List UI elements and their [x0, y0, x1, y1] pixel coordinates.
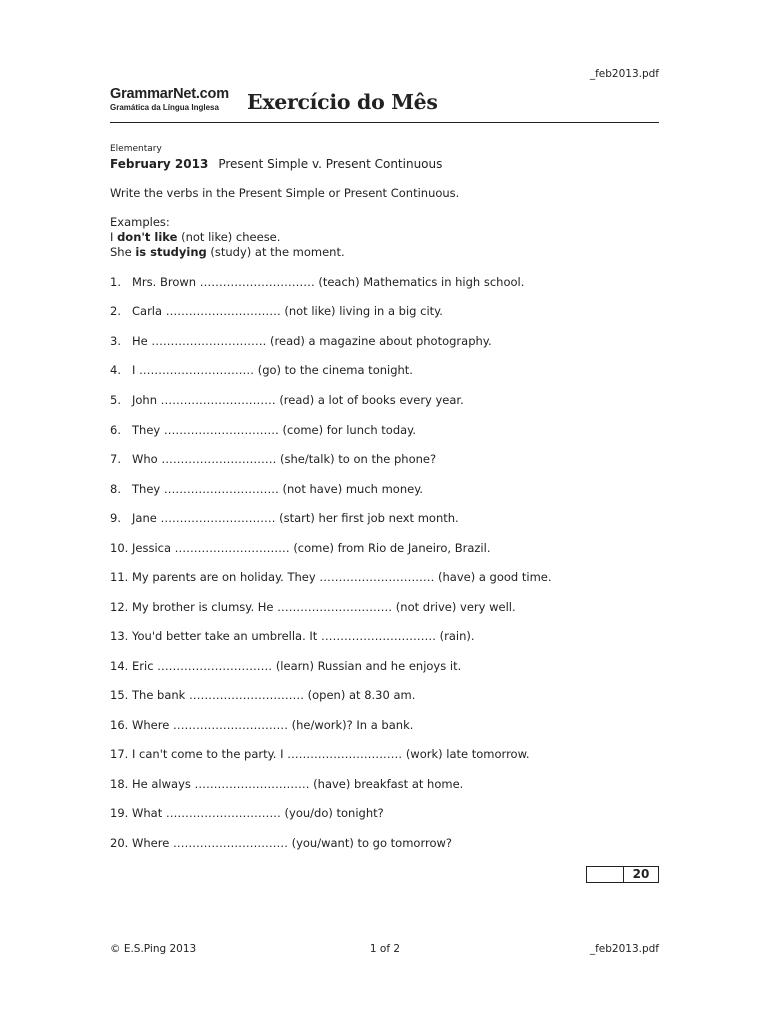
question-item: [110, 541, 490, 556]
question-text: My parents are on holiday. They ………………………… (have) a good time.: [132, 570, 552, 584]
score-box: [586, 866, 659, 883]
question-number: 20.: [110, 836, 129, 850]
question-number: 9.: [110, 511, 121, 525]
brand-subtitle: Gramática da Língua Inglesa: [110, 103, 219, 112]
question-item: [110, 393, 464, 408]
question-item: [110, 747, 530, 762]
date-topic-line: [110, 156, 442, 172]
question-text: Mrs. Brown ………………………… (teach) Mathematics in high school.: [132, 275, 525, 289]
question-number: 16.: [110, 718, 129, 732]
question-item: [110, 334, 492, 349]
question-item: [110, 718, 413, 733]
question-number: 10.: [110, 541, 129, 555]
question-item: [110, 482, 423, 497]
question-text: Eric ………………………… (learn) Russian and he enjoys it.: [132, 659, 462, 673]
question-item: [110, 275, 524, 290]
question-text: I can't come to the party. I ………………………… (work) late tomorrow.: [132, 747, 530, 761]
score-total: 20: [632, 867, 650, 881]
question-number: 11.: [110, 570, 129, 584]
title-divider: [110, 122, 659, 123]
question-text: Jane ………………………… (start) her first job next month.: [132, 511, 459, 525]
question-text: Where ………………………… (he/work)? In a bank.: [132, 718, 414, 732]
question-text: Carla ………………………… (not like) living in a big city.: [132, 304, 443, 318]
question-item: [110, 363, 413, 378]
question-item: [110, 806, 384, 821]
question-text: I ………………………… (go) to the cinema tonight.: [132, 363, 413, 377]
question-text: They ………………………… (come) for lunch today.: [132, 423, 416, 437]
question-text: He ………………………… (read) a magazine about photography.: [132, 334, 492, 348]
question-text: You'd better take an umbrella. It ………………………… (rain).: [132, 629, 475, 643]
question-item: [110, 688, 415, 703]
instruction-text: Write the verbs in the Present Simple or Present Continuous.: [110, 186, 460, 200]
question-number: 15.: [110, 688, 129, 702]
question-number: 18.: [110, 777, 129, 791]
brand-logo: [110, 86, 229, 113]
example-2: [110, 245, 345, 260]
level-label: Elementary: [110, 144, 162, 154]
question-text: The bank ………………………… (open) at 8.30 am.: [132, 688, 416, 702]
example-2-post: (study) at the moment.: [206, 245, 345, 259]
exercise-date: February 2013: [110, 157, 209, 171]
example-1-pre: I: [110, 230, 118, 244]
question-number: 2.: [110, 304, 121, 318]
question-text: John ………………………… (read) a lot of books every year.: [132, 393, 464, 407]
question-number: 12.: [110, 600, 129, 614]
question-text: They ………………………… (not have) much money.: [132, 482, 424, 496]
question-text: What ………………………… (you/do) tonight?: [132, 806, 384, 820]
question-number: 19.: [110, 806, 129, 820]
question-number: 14.: [110, 659, 129, 673]
question-text: Jessica ………………………… (come) from Rio de Janeiro, Brazil.: [132, 541, 491, 555]
score-blank-cell: [587, 867, 624, 882]
question-item: [110, 423, 416, 438]
question-item: [110, 629, 475, 644]
question-item: [110, 570, 552, 585]
question-number: 4.: [110, 363, 121, 377]
question-number: 3.: [110, 334, 121, 348]
question-number: 7.: [110, 452, 121, 466]
footer-copyright: © E.S.Ping 2013: [110, 943, 197, 955]
examples-heading: Examples:: [110, 215, 170, 229]
question-number: 5.: [110, 393, 121, 407]
question-text: Where ………………………… (you/want) to go tomorrow?: [132, 836, 453, 850]
question-item: [110, 511, 459, 526]
example-1-post: (not like) cheese.: [177, 230, 281, 244]
question-item: [110, 304, 443, 319]
question-number: 13.: [110, 629, 129, 643]
footer-page-number: 1 of 2: [369, 943, 401, 955]
footer-file-name: _feb2013.pdf: [589, 943, 659, 955]
question-number: 1.: [110, 275, 121, 289]
question-number: 17.: [110, 747, 129, 761]
file-name-header: _feb2013.pdf: [589, 68, 659, 80]
examples-block: [110, 215, 345, 260]
question-text: Who ………………………… (she/talk) to on the phone?: [132, 452, 437, 466]
question-number: 8.: [110, 482, 121, 496]
question-item: [110, 777, 463, 792]
example-1-answer: don't like: [117, 230, 178, 244]
question-number: 6.: [110, 423, 121, 437]
question-item: [110, 836, 452, 851]
question-item: [110, 600, 516, 615]
question-text: My brother is clumsy. He ………………………… (not drive) very well.: [132, 600, 516, 614]
exercise-topic: Present Simple v. Present Continuous: [218, 157, 443, 171]
question-text: He always ………………………… (have) breakfast at home.: [132, 777, 464, 791]
question-item: [110, 452, 436, 467]
example-2-answer: is studying: [135, 245, 207, 259]
brand-name: GrammarNet.com: [110, 86, 229, 102]
question-item: [110, 659, 461, 674]
example-1: [110, 230, 345, 245]
example-2-pre: She: [110, 245, 136, 259]
page-title: Exercício do Mês: [247, 90, 438, 114]
